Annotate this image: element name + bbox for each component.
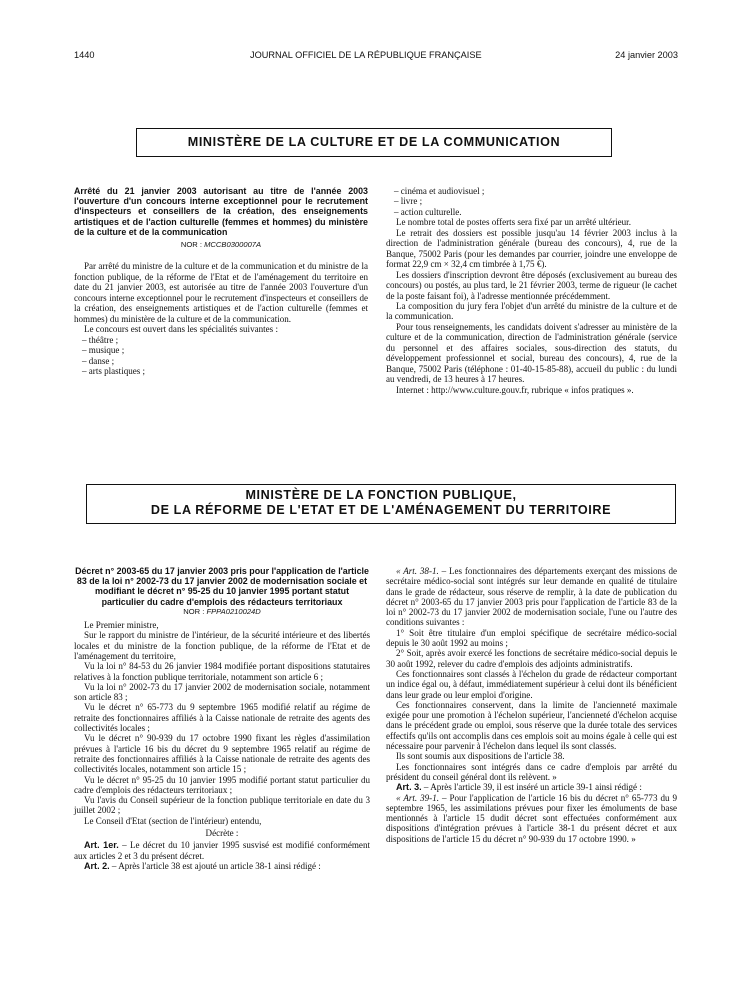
list-item: – arts plastiques ; [82, 366, 146, 376]
nor-label: NOR : [183, 606, 205, 616]
article-3-text: – Après l'article 39, il est inséré un article 39-1 ainsi rédigé : [423, 782, 642, 793]
paragraph: Les dossiers d'inscription devront être déposés (exclusivement au bureau des concours) ou postés, au plus tard, le 21 février 2003, terme de rigueur (le cachet de la poste faisant foi), à l'adresse mentionnée précédemment. [386, 269, 677, 301]
nor-label: NOR : [180, 240, 202, 250]
running-header [74, 50, 678, 64]
list-item: – danse ; [82, 355, 115, 366]
article-3-label: Art. 3. [396, 782, 422, 793]
article-3 [386, 782, 677, 792]
paragraph: Par arrêté du ministre de la culture et de la communication et du ministre de la fonction publique, de la réforme de l'Etat et de l'aménagement du territoire en date du 21 janvier 2003, est autorisée au titre de l'année 2003 l'ouverture d'un concours interne exceptionnel pour le recrutement d'inspecteurs et conseillers de la création, des enseignements artistiques et de l'action culturelle (femmes et hommes) du ministère de la culture et de la communication. [74, 261, 368, 324]
article-39-1-text: – Pour l'application de l'article 16 bis du décret n° 65-773 du 9 septembre 1965, les assimilations prévues pour fixer les émoluments de base mentionnés à l'article 15 dudit décret sont effectuées conformément aux dispositions d'intégration prévues à l'article 38-1 du présent décret et aux dispositions de l'article 15 du décret n° 90-939 du 17 octobre 1990. » [386, 792, 677, 844]
article-2-text: – Après l'article 38 est ajouté un article 38-1 ainsi rédigé : [111, 860, 321, 871]
paragraph: Vu le décret n° 90-939 du 17 octobre 1990 fixant les règles d'assimilation prévues à l'article 16 bis du décret du 9 septembre 1965 relatif au régime de retraite des fonctionnaires affiliés à la Caisse nationale de retraite des agents des collectivités locales, notamment son article 15 ; [74, 733, 370, 775]
ministry-heading-culture-text: MINISTÈRE DE LA CULTURE ET DE LA COMMUNICATION [187, 135, 561, 149]
list-item: – théâtre ; [82, 334, 119, 345]
nor-code: MCCB0300007A [204, 240, 262, 250]
nor-reference [74, 240, 368, 250]
list-item: – cinéma et audiovisuel ; [394, 186, 485, 196]
ministry-heading-line1: MINISTÈRE DE LA FONCTION PUBLIQUE, [245, 488, 517, 502]
article-38-1-text: – Les fonctionnaires des départements exerçant des missions de secrétaire médico-social sont intégrés sur leur demande en qualité de titulaire dans le grade de rédacteur, sous réserve de remplir, à la date de publication du décret n° 2003-65 du 17 janvier 2003 pris pour l'application de l'article 83 de la loi n° 2002-73 du 17 janvier 2002 de modernisation sociale, l'une ou l'autre des conditions suivantes : [386, 566, 677, 628]
culture-right-column [386, 186, 677, 395]
article-39-1-label: « Art. 39-1. [396, 792, 439, 803]
ministry-heading-fonction-publique [86, 484, 676, 524]
paragraph: Internet : http://www.culture.gouv.fr, rubrique « infos pratiques ». [396, 384, 634, 395]
paragraph: Pour tous renseignements, les candidats doivent s'adresser au ministère de la culture et de la communication, direction de l'administration générale (service du personnel et des affaires sociales, sous-direction des statuts, du développement professionnel et social, bureau des concours), 4, rue de la Banque, 75002 Paris (téléphone : 01-40-15-85-88), accueil du public : du lundi au vendredi, de 13 heures à 17 heures. [386, 321, 677, 385]
article-38-1 [386, 566, 677, 628]
paragraph: Ces fonctionnaires sont classés à l'échelon du grade de rédacteur comportant un indice égal ou, à défaut, immédiatement supérieur à celui dont ils bénéficient dans leur grade ou leur emploi d'origine. [386, 668, 677, 700]
article-39-1 [386, 793, 677, 844]
issue-date: 24 janvier 2003 [615, 50, 678, 60]
paragraph: Le nombre total de postes offerts sera fixé par un arrêté ultérieur. [396, 217, 631, 228]
paragraph: 1° Soit être titulaire d'un emploi spécifique de secrétaire médico-social depuis le 30 août 1992 au moins ; [386, 627, 677, 649]
paragraph: Le Conseil d'Etat (section de l'intérieur) entendu, [84, 815, 262, 826]
page-number: 1440 [74, 50, 95, 60]
article-2 [74, 861, 370, 871]
paragraph: Sur le rapport du ministre de l'intérieur, de la sécurité intérieure et des libertés locales et du ministre de la fonction publique, de la réforme de l'Etat et de l'aménagement du territoire, [74, 630, 370, 661]
list-item: – musique ; [82, 345, 125, 356]
article-1 [74, 840, 370, 861]
article-1-text: – Le décret du 10 janvier 1995 susvisé est modifié conformément aux articles 2 et 3 du présent décret. [74, 840, 370, 861]
paragraph: Vu le décret n° 95-25 du 10 janvier 1995 modifié portant statut particulier du cadre d'emplois des rédacteurs territoriaux ; [74, 774, 370, 795]
article-38-1-label: « Art. 38-1. [396, 566, 439, 576]
paragraph: Ils sont soumis aux dispositions de l'article 38. [396, 751, 565, 762]
paragraph: La composition du jury fera l'objet d'un arrêté du ministre de la culture et de la communication. [386, 300, 677, 322]
paragraph: 2° Soit, après avoir exercé les fonctions de secrétaire médico-social depuis le 30 août 1992, relever du cadre d'emplois des adjoints administratifs. [386, 648, 677, 669]
decret-right-column [386, 566, 677, 844]
journal-title: JOURNAL OFFICIEL DE LA RÉPUBLIQUE FRANÇAISE [250, 50, 482, 60]
paragraph: Le Premier ministre, [84, 620, 159, 631]
list-item: – action culturelle. [394, 206, 462, 217]
ministry-heading-line2: DE LA RÉFORME DE L'ETAT ET DE L'AMÉNAGEMENT DU TERRITOIRE [150, 503, 612, 517]
paragraph: Le retrait des dossiers est possible jusqu'au 14 février 2003 inclus à la direction de l'administration générale (bureau des concours), 4, rue de la Banque, 75002 Paris (pour les demandes par courrier, joindre une enveloppe de format 22,9 cm × 32,4 cm timbrée à 1,75 €). [386, 227, 677, 270]
ministry-heading-culture [136, 128, 612, 157]
article-1-label: Art. 1er. [84, 840, 119, 851]
decret-title: Décret n° 2003-65 du 17 janvier 2003 pris pour l'application de l'article 83 de la loi n° 2002-73 du 17 janvier 2002 de modernisation sociale et modifiant le décret n° 95-25 du 10 janvier 1995 portant statut particulier du cadre d'emplois des rédacteurs territoriaux [75, 566, 369, 607]
article-2-label: Art. 2. [84, 860, 110, 871]
paragraph: Vu la loi n° 2002-73 du 17 janvier 2002 de modernisation sociale, notamment son article 83 ; [74, 681, 370, 703]
paragraph: Le concours est ouvert dans les spécialités suivantes : [84, 324, 278, 335]
culture-left-column [74, 186, 368, 376]
arrete-title: Arrêté du 21 janvier 2003 autorisant au titre de l'année 2003 l'ouverture d'un concours interne exceptionnel pour le recrutement d'inspecteurs et conseillers de la création, des enseignements artistiques et de l'action culturelle (femmes et hommes) du ministère de la culture et de la communication [74, 186, 368, 237]
list-item: – livre ; [394, 196, 423, 207]
paragraph: Vu l'avis du Conseil supérieur de la fonction publique territoriale en date du 3 juillet 2002 ; [74, 795, 370, 816]
paragraph: Vu la loi n° 84-53 du 26 janvier 1984 modifiée portant dispositions statutaires relatives à la fonction publique territoriale, notamment son article 6 ; [74, 661, 370, 682]
nor-reference [74, 607, 370, 617]
paragraph: Ces fonctionnaires conservent, dans la limite de l'ancienneté maximale exigée pour une promotion à l'échelon supérieur, l'ancienneté d'échelon acquise dans le précédent grade ou emploi, sous réserve que la durée totale des services effectifs qu'ils ont accomplis dans ces emplois soit au moins égale à celle qui est nécessaire pour parvenir à l'échelon dans lequel ils sont classés. [386, 699, 677, 752]
paragraph: Les fonctionnaires sont intégrés dans ce cadre d'emplois par arrêté du président du conseil général dont ils relèvent. » [386, 761, 677, 782]
paragraph: Vu le décret n° 65-773 du 9 septembre 1965 modifié relatif au régime de retraite des fonctionnaires affiliés à la Caisse nationale de retraite des agents des collectivités locales ; [74, 702, 370, 734]
decret-left-column [74, 566, 370, 871]
decrete-label: Décrète : [205, 828, 239, 839]
nor-code: FPPA0210024D [206, 606, 261, 616]
